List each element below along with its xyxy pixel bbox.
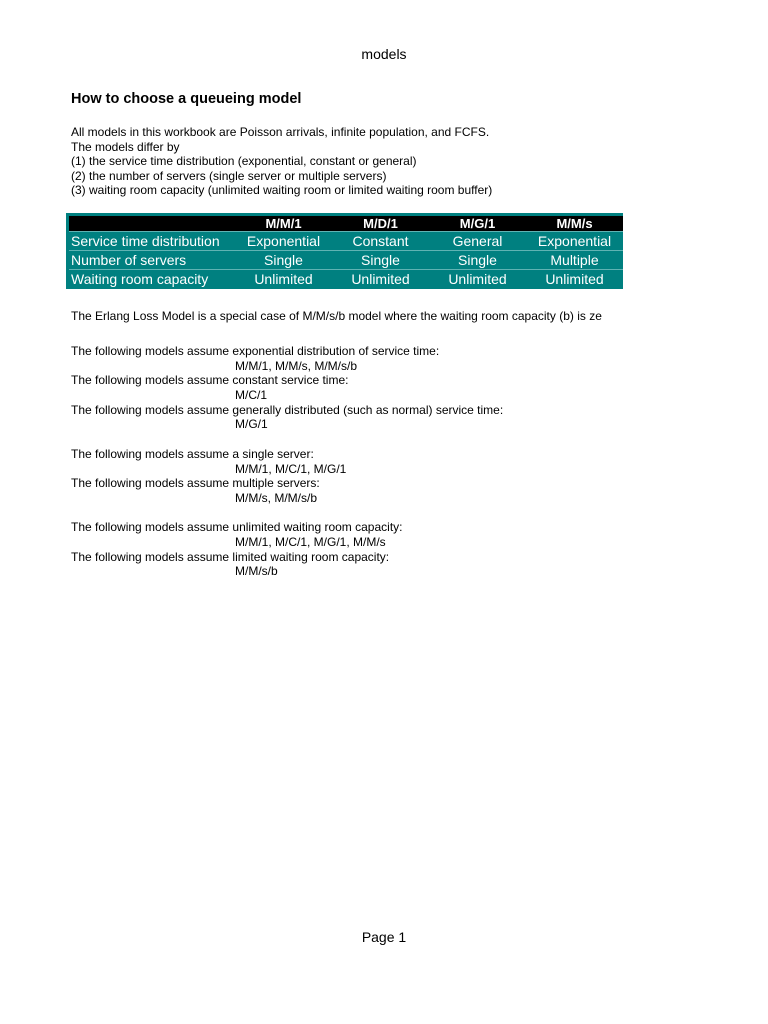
assumption-models: M/C/1 — [235, 388, 268, 403]
assumption-statement: The following models assume unlimited waiting room capacity: — [71, 520, 403, 535]
page-header-title: models — [361, 46, 407, 62]
table-cell: Multiple — [526, 251, 623, 270]
table-header-row — [69, 216, 623, 232]
assumption-statement: The following models assume generally distributed (such as normal) service time: — [71, 402, 504, 417]
assumption-models: M/M/1, M/C/1, M/G/1 — [235, 461, 347, 476]
erlang-note: The Erlang Loss Model is a special case of M/M/s/b model where the waiting room capacity (b) is ze — [71, 309, 602, 323]
assumption-statement: The following models assume a single server: — [71, 446, 314, 461]
table-row — [69, 270, 623, 289]
table-cell: Single — [429, 251, 526, 270]
intro-line: (2) the number of servers (single server or multiple servers) — [71, 168, 387, 183]
table-cell: Unlimited — [429, 270, 526, 289]
model-assumptions — [71, 344, 503, 579]
spacer — [71, 432, 503, 447]
assumption-models: M/M/s/b — [235, 564, 278, 579]
table-cell: Exponential — [235, 232, 332, 251]
assumption-statement: The following models assume exponential distribution of service time: — [71, 344, 440, 358]
row-label: Waiting room capacity — [69, 270, 235, 289]
assumption-statement: The following models assume constant service time: — [71, 373, 349, 388]
model-table — [69, 216, 623, 288]
intro-line: The models differ by — [71, 139, 180, 154]
row-label: Service time distribution — [69, 232, 235, 251]
table-cell: Exponential — [526, 232, 623, 251]
table-cell: General — [429, 232, 526, 251]
table-header-cell: M/G/1 — [429, 216, 526, 232]
intro-line: All models in this workbook are Poisson arrivals, infinite population, and FCFS. — [71, 125, 490, 139]
table-header-cell: M/M/1 — [235, 216, 332, 232]
table-cell: Unlimited — [235, 270, 332, 289]
row-label: Number of servers — [69, 251, 235, 270]
assumption-models: M/M/s, M/M/s/b — [235, 490, 317, 505]
assumption-models: M/G/1 — [235, 417, 268, 432]
spacer — [71, 506, 503, 521]
table-cell: Single — [332, 251, 429, 270]
assumption-models: M/M/1, M/M/s, M/M/s/b — [235, 358, 357, 373]
table-header-cell: M/D/1 — [332, 216, 429, 232]
table-row — [69, 251, 623, 270]
model-comparison-table — [66, 213, 623, 289]
table-header-cell: M/M/s — [526, 216, 623, 232]
table-row — [69, 232, 623, 251]
table-cell: Single — [235, 251, 332, 270]
section-heading: How to choose a queueing model — [71, 91, 302, 107]
table-header-cell — [69, 216, 235, 232]
intro-line: (3) waiting room capacity (unlimited waiting room or limited waiting room buffer) — [71, 183, 493, 198]
intro-line: (1) the service time distribution (exponential, constant or general) — [71, 154, 417, 169]
intro-paragraph — [71, 125, 492, 198]
table-cell: Unlimited — [332, 270, 429, 289]
table-cell: Unlimited — [526, 270, 623, 289]
assumption-models: M/M/1, M/C/1, M/G/1, M/M/s — [235, 534, 386, 549]
page-footer: Page 1 — [361, 929, 407, 945]
table-cell: Constant — [332, 232, 429, 251]
assumption-statement: The following models assume limited waiting room capacity: — [71, 549, 390, 564]
assumption-statement: The following models assume multiple servers: — [71, 476, 320, 491]
